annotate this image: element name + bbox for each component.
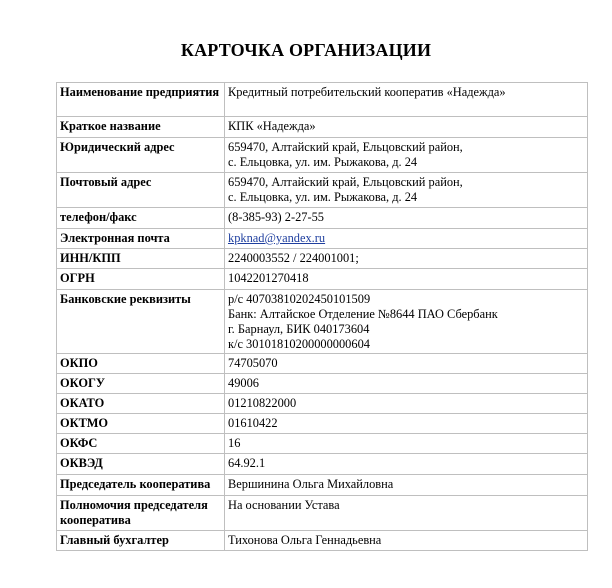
- row-label: Председатель кооператива: [57, 475, 225, 496]
- table-row: [57, 354, 588, 374]
- row-value: (8-385-93) 2-27-55: [225, 208, 588, 229]
- row-label: Электронная почта: [57, 229, 225, 249]
- row-value: 659470, Алтайский край, Ельцовский район, с. Ельцовка, ул. им. Рыжакова, д. 24: [225, 138, 588, 173]
- table-row: [57, 208, 588, 229]
- row-value: 01210822000: [225, 394, 588, 414]
- table-row: [57, 475, 588, 496]
- row-label: Наименование предприятия: [57, 83, 225, 117]
- table-row: [57, 138, 588, 173]
- table-row: [57, 249, 588, 269]
- row-label: Полномочия председателя кооператива: [57, 496, 225, 531]
- row-label: Краткое название: [57, 117, 225, 138]
- table-row: [57, 496, 588, 531]
- row-value: На основании Устава: [225, 496, 588, 531]
- table-row: [57, 229, 588, 249]
- row-value: 16: [225, 434, 588, 454]
- row-label: ОКПО: [57, 354, 225, 374]
- email-link[interactable]: kpknad@yandex.ru: [228, 231, 326, 245]
- row-value: 2240003552 / 224001001;: [225, 249, 588, 269]
- table-row: [57, 531, 588, 551]
- table-row: [57, 117, 588, 138]
- row-label: ОКАТО: [57, 394, 225, 414]
- table-row: [57, 290, 588, 354]
- page-title: КАРТОЧКА ОРГАНИЗАЦИИ: [180, 40, 432, 60]
- table-row: [57, 394, 588, 414]
- table-row: [57, 414, 588, 434]
- row-label: ОКФС: [57, 434, 225, 454]
- table-row: [57, 454, 588, 475]
- table-row: [57, 83, 588, 117]
- row-value: Кредитный потребительский кооператив «Надежда»: [225, 83, 588, 117]
- table-row: [57, 269, 588, 290]
- row-label: Юридический адрес: [57, 138, 225, 173]
- row-label: Почтовый адрес: [57, 173, 225, 208]
- row-label: ОКВЭД: [57, 454, 225, 475]
- row-label: Банковские реквизиты: [57, 290, 225, 354]
- row-value: 01610422: [225, 414, 588, 434]
- row-value: 74705070: [225, 354, 588, 374]
- row-value: 64.92.1: [225, 454, 588, 475]
- row-label: ОГРН: [57, 269, 225, 290]
- row-value: р/с 40703810202450101509 Банк: Алтайское Отделение №8644 ПАО Сбербанк г. Барнаул, БИК 040173604 к/с 30101810200000000604: [225, 290, 588, 354]
- row-value: 49006: [225, 374, 588, 394]
- row-value: Тихонова Ольга Геннадьевна: [225, 531, 588, 551]
- organization-card-table: [56, 82, 588, 551]
- row-label: Главный бухгалтер: [57, 531, 225, 551]
- table-row: [57, 434, 588, 454]
- row-value: КПК «Надежда»: [225, 117, 588, 138]
- row-value: 659470, Алтайский край, Ельцовский район, с. Ельцовка, ул. им. Рыжакова, д. 24: [225, 173, 588, 208]
- row-label: ОКОГУ: [57, 374, 225, 394]
- row-value: [225, 229, 588, 249]
- row-value: Вершинина Ольга Михайловна: [225, 475, 588, 496]
- row-value: 1042201270418: [225, 269, 588, 290]
- row-label: ИНН/КПП: [57, 249, 225, 269]
- table-row: [57, 374, 588, 394]
- table-row: [57, 173, 588, 208]
- row-label: телефон/факс: [57, 208, 225, 229]
- row-label: ОКТМО: [57, 414, 225, 434]
